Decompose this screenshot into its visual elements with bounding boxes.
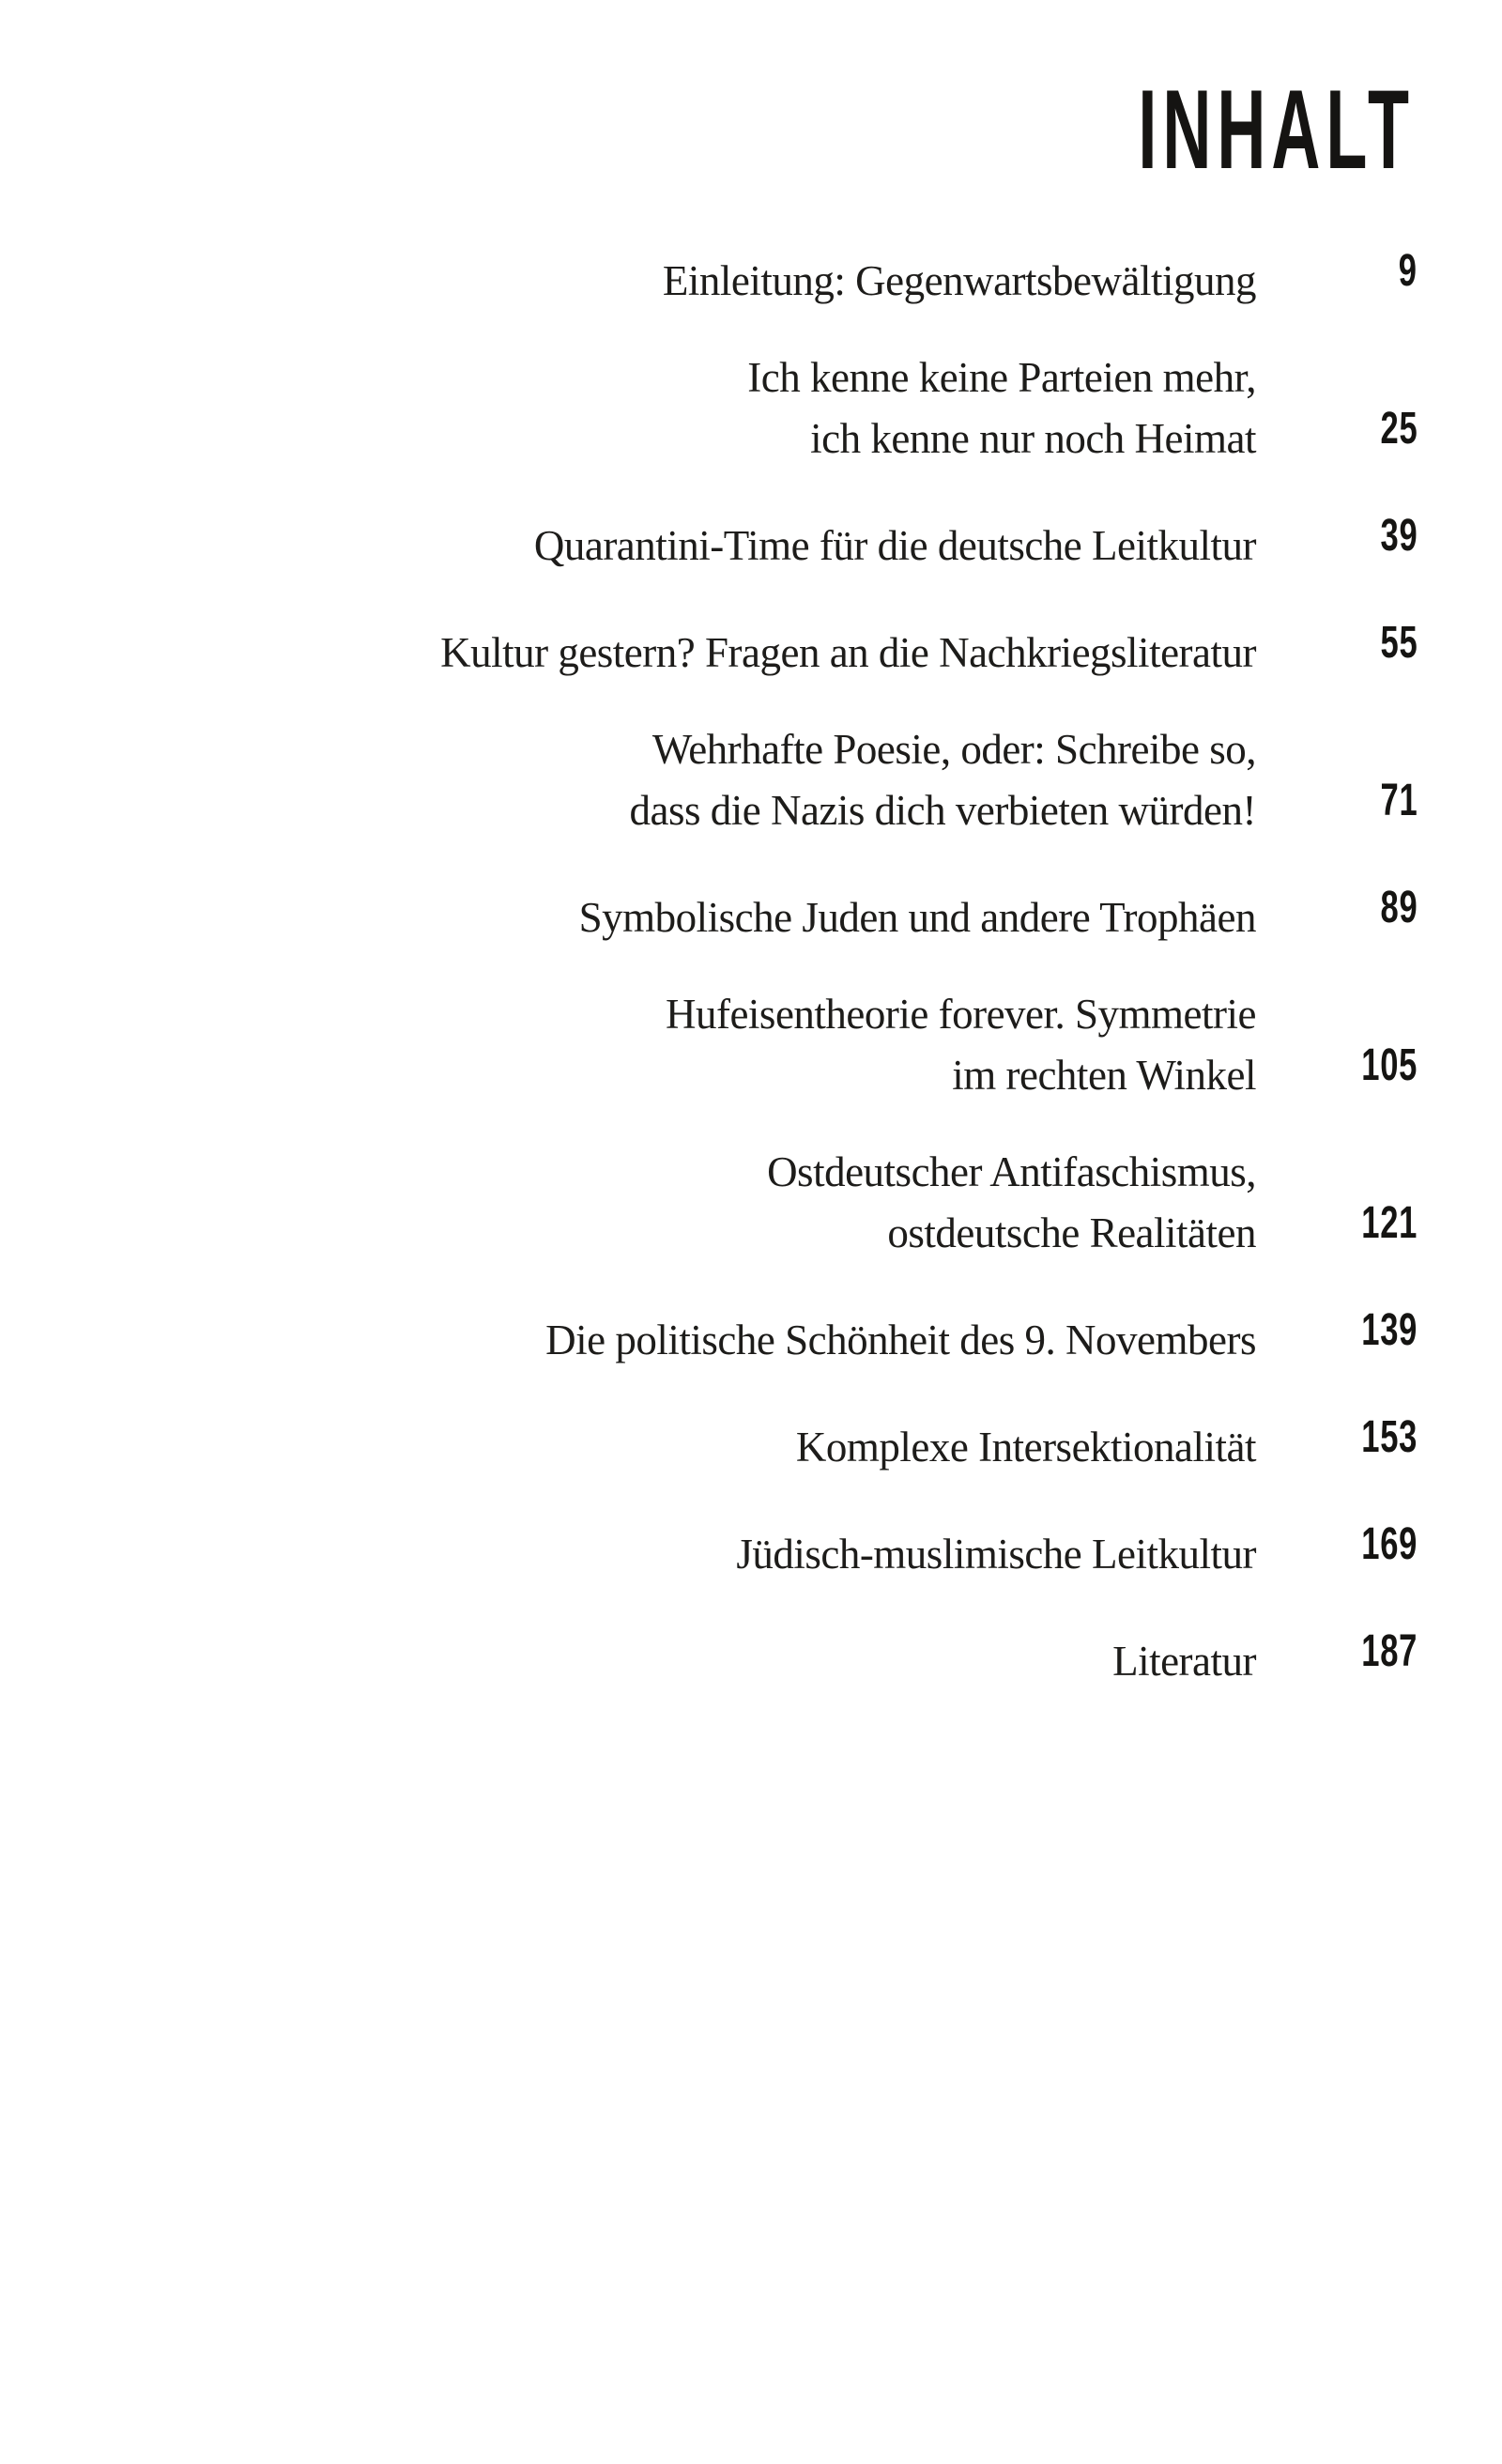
toc-entry-page-number-text: 105 — [1361, 1040, 1418, 1090]
toc-entry-page-number — [1256, 1407, 1418, 1478]
toc-entry-page-number — [1256, 240, 1418, 312]
toc-entry[interactable] — [0, 1621, 1418, 1692]
toc-entry-page-number — [1256, 877, 1418, 948]
toc-entry-page-number-text: 187 — [1361, 1626, 1418, 1676]
toc-entry-page-number — [1256, 1035, 1418, 1106]
toc-entry-page-number — [1256, 612, 1418, 684]
toc-entry[interactable] — [0, 240, 1418, 312]
toc-entry-page-number — [1256, 1300, 1418, 1371]
toc-entry-title — [534, 516, 1256, 577]
toc-entry-line: Quarantini-Time für die deutsche Leitkultur — [533, 522, 1256, 569]
toc-entry-title — [767, 1142, 1256, 1264]
toc-entry[interactable] — [0, 505, 1418, 577]
toc-entry-page-number — [1256, 1621, 1418, 1692]
toc-entry-line: Wehrhafte Poesie, oder: Schreibe so, — [651, 726, 1256, 773]
toc-entry-page-number — [1256, 770, 1418, 841]
toc-entry-page-number-text: 153 — [1361, 1412, 1418, 1462]
toc-entry-title — [736, 1524, 1256, 1585]
toc-entry-page-number-text: 71 — [1380, 776, 1418, 825]
toc-entry-title — [663, 251, 1256, 312]
toc-entry-page-number-text: 9 — [1399, 246, 1418, 296]
toc-entry-title — [579, 887, 1256, 948]
toc-entry-title — [747, 347, 1256, 470]
toc-entry-page-number — [1256, 505, 1418, 577]
toc-entry-line: Literatur — [1112, 1638, 1256, 1685]
toc-entry-title — [440, 623, 1256, 684]
toc-entry-line: Kultur gestern? Fragen an die Nachkriegsliteratur — [440, 629, 1256, 676]
toc-entry-line: Einleitung: Gegenwartsbewältigung — [662, 257, 1256, 304]
toc-entry[interactable] — [0, 347, 1418, 470]
toc-entry-page-number-text: 169 — [1361, 1519, 1418, 1569]
toc-entry[interactable] — [0, 612, 1418, 684]
toc-entry[interactable] — [0, 1300, 1418, 1371]
toc-entry-line: ostdeutsche Realitäten — [887, 1209, 1256, 1256]
toc-entry-line: Die politische Schönheit des 9. Novembers — [545, 1317, 1256, 1363]
toc-entry-line: Komplexe Intersektionalität — [795, 1424, 1256, 1471]
toc-entry-line: Jüdisch-muslimische Leitkultur — [736, 1531, 1256, 1578]
toc-entry-page-number — [1256, 1514, 1418, 1585]
toc-list — [0, 240, 1418, 1728]
toc-entry[interactable] — [0, 1142, 1418, 1264]
toc-entry[interactable] — [0, 719, 1418, 841]
toc-entry-title — [629, 719, 1256, 841]
toc-entry-page-number-text: 25 — [1380, 404, 1418, 454]
toc-entry-page-number-text: 121 — [1361, 1198, 1418, 1248]
toc-entry-page-number-text: 89 — [1380, 883, 1418, 932]
toc-entry-title — [1112, 1631, 1256, 1692]
page-title-text: INHALT — [1138, 67, 1415, 192]
toc-entry-page-number-text: 39 — [1380, 511, 1418, 561]
page-title — [954, 67, 1415, 214]
toc-entry[interactable] — [0, 1407, 1418, 1478]
toc-entry-title — [796, 1417, 1256, 1478]
toc-entry-line: Symbolische Juden und andere Trophäen — [578, 894, 1256, 941]
toc-entry-line: im rechten Winkel — [952, 1052, 1256, 1099]
toc-entry-line: Ostdeutscher Antifaschismus, — [767, 1148, 1256, 1195]
toc-entry[interactable] — [0, 984, 1418, 1106]
toc-entry-line: dass die Nazis dich verbieten würden! — [629, 787, 1256, 834]
toc-entry-line: ich kenne nur noch Heimat — [810, 415, 1256, 462]
toc-entry-page-number-text: 55 — [1380, 618, 1418, 668]
toc-entry[interactable] — [0, 877, 1418, 948]
toc-entry-page-number-text: 139 — [1361, 1305, 1418, 1355]
toc-entry-line: Hufeisentheorie forever. Symmetrie — [665, 991, 1256, 1038]
toc-entry-title — [666, 984, 1256, 1106]
toc-entry-page-number — [1256, 1193, 1418, 1264]
toc-entry-page-number — [1256, 398, 1418, 470]
toc-entry[interactable] — [0, 1514, 1418, 1585]
toc-entry-line: Ich kenne keine Parteien mehr, — [747, 354, 1256, 401]
toc-entry-title — [545, 1310, 1256, 1371]
